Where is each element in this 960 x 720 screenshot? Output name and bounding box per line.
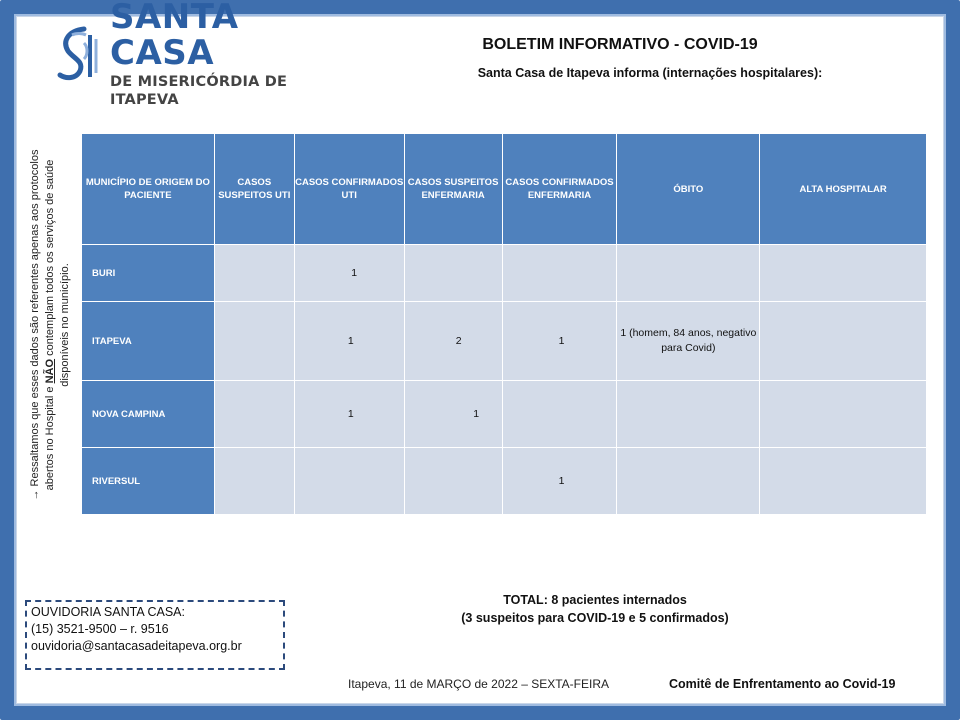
cell-suspeitos-uti: [214, 448, 294, 515]
santa-casa-logo: [54, 0, 344, 108]
cell-suspeitos-uti: [214, 302, 294, 381]
cell-alta: [760, 302, 927, 381]
cell-municipio: RIVERSUL: [82, 448, 215, 515]
contact-email[interactable]: ouvidoria@santacasadeitapeva.org.br: [31, 639, 242, 653]
table-row: [82, 302, 927, 381]
total-line-1: TOTAL: 8 pacientes internados: [503, 593, 687, 607]
cell-suspeitos-enfermaria: 2: [404, 302, 502, 381]
ombudsman-contact-box: [25, 600, 285, 670]
cell-confirmados-uti: 1: [294, 302, 404, 381]
logo-title: SANTA CASA: [110, 0, 239, 73]
col-header-suspeitos-enfermaria: CASOS SUSPEITOS ENFERMARIA: [404, 134, 502, 245]
hospitalization-table: [81, 133, 927, 515]
arrow-icon: →: [29, 489, 41, 501]
total-line-2: (3 suspeitos para COVID-19 e 5 confirmados): [461, 611, 729, 625]
bulletin-title: BOLETIM INFORMATIVO - COVID-19: [482, 36, 758, 53]
cell-obito: [617, 381, 760, 448]
col-header-obito: ÓBITO: [617, 134, 760, 245]
disclaimer-text-1: Ressaltamos que esses dados são referentes apenas aos protocolos abertos no Hospital e: [29, 149, 56, 491]
col-header-confirmados-enfermaria: CASOS CONFIRMADOS ENFERMARIA: [502, 134, 617, 245]
table-row: [82, 245, 927, 302]
contact-title: OUVIDORIA SANTA CASA:: [31, 605, 185, 619]
cell-municipio: ITAPEVA: [82, 302, 215, 381]
footer-committee: Comitê de Enfrentamento ao Covid-19: [669, 677, 896, 691]
cell-confirmados-enfermaria: 1: [502, 448, 617, 515]
disclaimer-text-2: contemplam todos os serviços de saúde disponíveis no município.: [44, 159, 71, 387]
cell-confirmados-uti: 1: [294, 381, 404, 448]
cell-suspeitos-enfermaria: [404, 448, 502, 515]
cell-municipio: NOVA CAMPINA: [82, 381, 215, 448]
contact-phone: (15) 3521-9500 – r. 9516: [31, 622, 169, 636]
logo-emblem-icon: [54, 25, 102, 83]
cell-obito: [617, 448, 760, 515]
cell-suspeitos-enfermaria: [404, 245, 502, 302]
footer-date: Itapeva, 11 de MARÇO de 2022 – SEXTA-FEIRA: [348, 677, 610, 691]
cell-obito: [617, 245, 760, 302]
col-header-suspeitos-uti: CASOS SUSPEITOS UTI: [214, 134, 294, 245]
disclaimer-note: [28, 135, 80, 515]
cell-suspeitos-uti: [214, 245, 294, 302]
cell-suspeitos-uti: [214, 381, 294, 448]
total-summary: [390, 591, 800, 627]
cell-confirmados-enfermaria: [502, 245, 617, 302]
col-header-alta: ALTA HOSPITALAR: [760, 134, 927, 245]
disclaimer-emphasis: NÃO: [44, 358, 56, 384]
table-row: [82, 448, 927, 515]
cell-confirmados-enfermaria: 1: [502, 302, 617, 381]
table-header-row: [82, 134, 927, 245]
bulletin-subtitle: Santa Casa de Itapeva informa (internações hospitalares):: [477, 66, 823, 80]
cell-municipio: BURI: [82, 245, 215, 302]
cell-confirmados-uti: 1: [294, 245, 404, 302]
cell-obito: 1 (homem, 84 anos, negativo para Covid): [617, 302, 760, 381]
col-header-municipio: MUNICÍPIO DE ORIGEM DO PACIENTE: [82, 134, 215, 245]
cell-confirmados-uti: [294, 448, 404, 515]
cell-alta: [760, 245, 927, 302]
col-header-confirmados-uti: CASOS CONFIRMADOS UTI: [294, 134, 404, 245]
cell-suspeitos-enfermaria: 1: [404, 381, 502, 448]
cell-confirmados-enfermaria: [502, 381, 617, 448]
table-row: [82, 381, 927, 448]
cell-alta: [760, 448, 927, 515]
cell-alta: [760, 381, 927, 448]
logo-subtitle: DE MISERICÓRDIA DE ITAPEVA: [110, 74, 288, 108]
